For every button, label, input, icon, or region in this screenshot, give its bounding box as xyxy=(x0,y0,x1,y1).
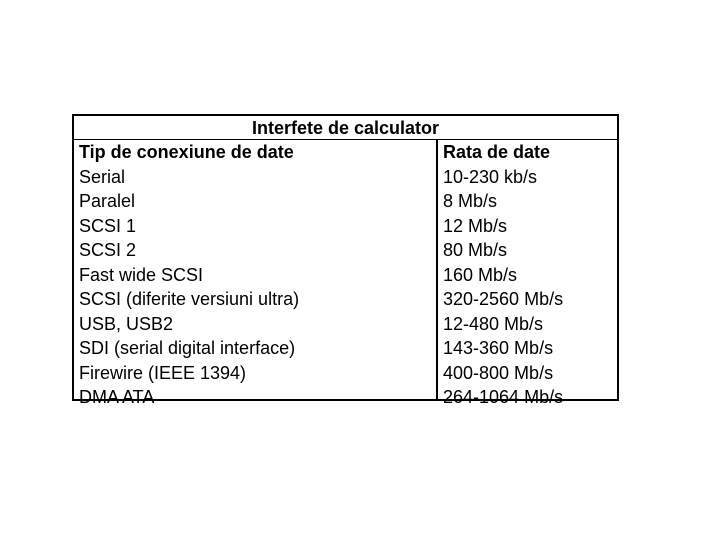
cell-type: SCSI (diferite versiuni ultra) xyxy=(79,289,300,309)
cell-type: SCSI 1 xyxy=(79,215,137,236)
interfaces-table xyxy=(72,114,619,407)
cell-rate: 10-230 kb/s xyxy=(443,166,538,187)
cell-type: Serial xyxy=(79,166,126,187)
column-data-rate xyxy=(438,140,617,407)
cell-type: Paralel xyxy=(79,191,136,211)
cell-type: Fast wide SCSI xyxy=(79,264,204,285)
cell-rate: 143-360 Mb/s xyxy=(443,338,554,358)
cell-rate: 8 Mb/s xyxy=(443,191,498,211)
cell-type: SCSI 2 xyxy=(79,240,137,260)
cell-type: DMA ATA xyxy=(79,387,155,407)
cell-rate: 80 Mb/s xyxy=(443,240,508,260)
cell-type: SDI (serial digital interface) xyxy=(79,338,296,358)
table-title: Interfete de calculator xyxy=(74,116,617,140)
cell-rate: 12-480 Mb/s xyxy=(443,313,544,334)
header-data-rate: Rata de date xyxy=(443,142,551,162)
header-connection-type: Tip de conexiune de date xyxy=(79,142,294,162)
table-body xyxy=(74,140,617,407)
cell-type: USB, USB2 xyxy=(79,313,174,334)
cell-rate: 264-1064 Mb/s xyxy=(443,387,564,407)
cell-rate: 160 Mb/s xyxy=(443,264,518,285)
cell-rate: 400-800 Mb/s xyxy=(443,362,554,383)
cell-rate: 320-2560 Mb/s xyxy=(443,289,564,309)
column-connection-type xyxy=(74,140,438,407)
cell-rate: 12 Mb/s xyxy=(443,215,508,236)
cell-type: Firewire (IEEE 1394) xyxy=(79,362,247,383)
